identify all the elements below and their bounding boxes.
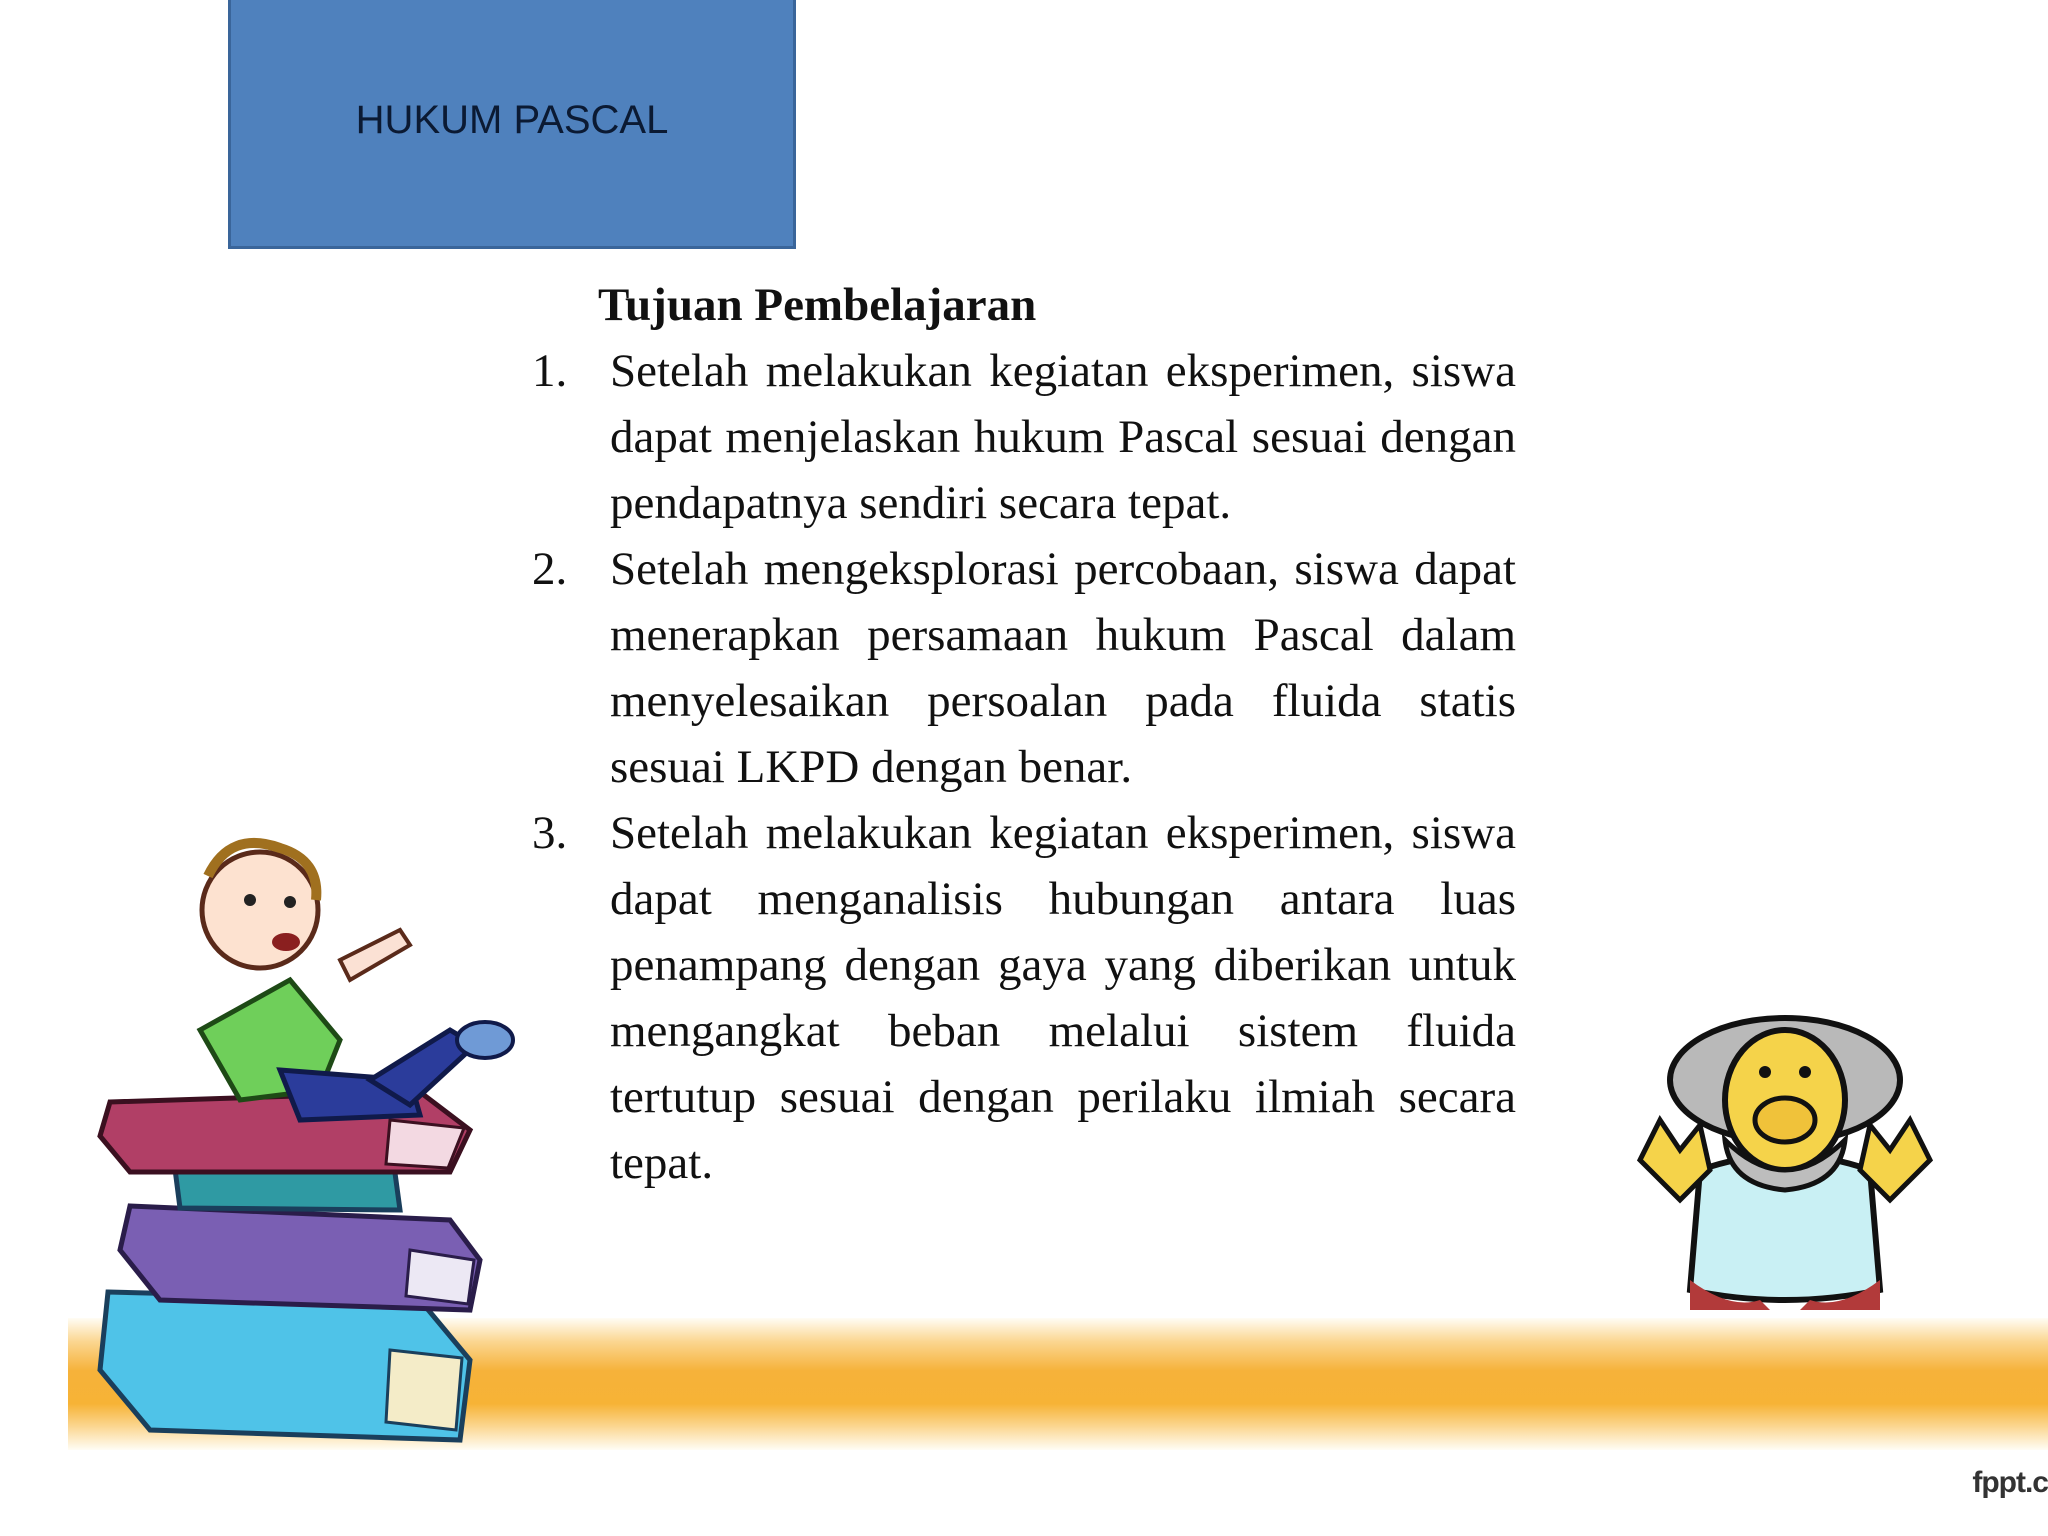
list-item-text: Setelah melakukan kegiatan eksperimen, siswa dapat menjelaskan hukum Pascal sesuai dengan pendapatnya sendiri secara tepat. (610, 345, 1516, 529)
objectives-section (532, 272, 1516, 1196)
list-number: 2. (532, 543, 568, 595)
list-item (532, 536, 1516, 800)
list-item-text: Setelah mengeksplorasi percobaan, siswa dapat menerapkan persamaan hukum Pascal dalam menyelesaikan persoalan pada fluida statis sesuai LKPD dengan benar. (610, 543, 1516, 793)
professor-illustration (1630, 1010, 1940, 1320)
section-heading: Tujuan Pembelajaran (598, 279, 1037, 331)
objectives-list (532, 338, 1516, 1196)
list-number: 1. (532, 345, 568, 397)
list-number: 3. (532, 807, 568, 859)
slide-title: HUKUM PASCAL (355, 97, 669, 142)
list-item (532, 800, 1516, 1196)
list-item-text: Setelah melakukan kegiatan eksperimen, siswa dapat menganalisis hubungan antara luas penampang dengan gaya yang diberikan untuk mengangkat beban melalui sistem fluida tertutup sesuai dengan perilaku ilmiah secara tepat. (610, 807, 1516, 1189)
list-item (532, 338, 1516, 536)
title-box (228, 0, 796, 249)
boy-on-books-illustration (90, 830, 540, 1470)
watermark: fppt.c (1972, 1466, 2048, 1499)
